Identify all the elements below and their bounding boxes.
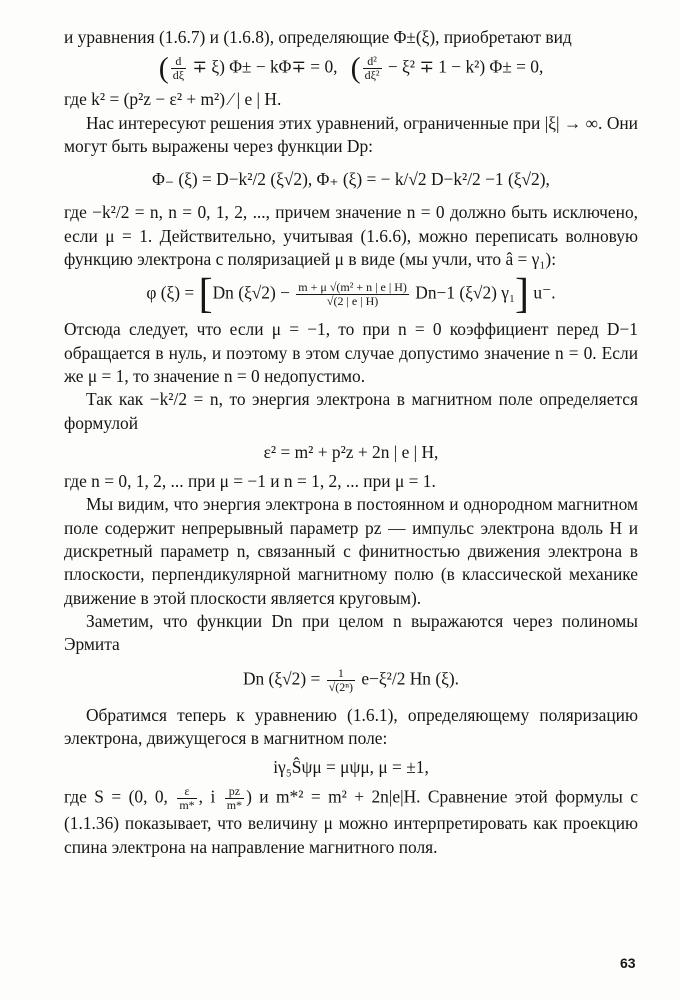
paragraph-2: где k² = (p²z − ε² + m²) ⁄ | e | H. xyxy=(64,89,282,110)
equation-2: Φ₋ (ξ) = D−k²/2 (ξ√2), Φ₊ (ξ) = − k/√2 D−k²/2 −1 (ξ√2), xyxy=(152,169,550,190)
paragraph-1: и уравнения (1.6.7) и (1.6.8), определяющие Φ±(ξ), приобретают вид xyxy=(64,27,572,47)
paragraph-7: где n = 0, 1, 2, ... при μ = −1 и n = 1, 2, ... при μ = 1. xyxy=(64,471,436,492)
fraction-eq5: $\frac{1}{\text{√(2ⁿ)}}$ xyxy=(328,665,354,694)
equation-5: Dn (ξ√2) = $\frac{1}{\text{√(2ⁿ)}}$ e−ξ²/2 Hn (ξ). xyxy=(242,665,460,694)
equation-1b: − ξ² ∓ 1 − k²) Φ± = 0, xyxy=(387,56,544,77)
paragraph-11: где S = (0, 0, $\frac{\varepsilon}{m*}$ , i $\frac{pz}{m*}$ ) и m*² = m² + 2n|e|H. Сравнение этой формулы с (1.1.36) показывает, что величину μ можно интерпретировать как проекцию спина электрона на направление магнитного поля. xyxy=(64,784,638,857)
equation-6: iγ₅Ŝψμ = μψμ, μ = ±1, xyxy=(273,757,429,778)
equation-1a: ∓ ξ) Φ± − kΦ∓ = 0, xyxy=(192,56,338,77)
equation-1: ( $\frac{d}{d\xi}$ ∓ ξ) Φ± − kΦ∓ = 0, ( $\frac{\text{d²}}{\text{dξ²}}$ − ξ² ∓ 1 − k²) Φ± = 0, xyxy=(158,51,544,85)
paragraph-9: Заметим, что функции Dn при целом n выражаются через полиномы Эрмита xyxy=(64,610,638,655)
paragraph-4: где −k²/2 = n, n = 0, 1, 2, ..., причем значение n = 0 должно быть исключено, если μ = 1. Действительно, учитывая (1.6.6), можно переписать волновую функцию электрона с поляризацией μ в виде (мы учли, что â = γ₁): xyxy=(64,202,638,270)
fraction-d: $\frac{d}{d\xi}$ xyxy=(172,54,185,83)
fraction-eq3: $\frac{\text{m + μ √(m² + n | e | H)}}{√(2 | e | H)}$ xyxy=(298,280,407,309)
paragraph-8: Мы видим, что энергия электрона в постоянном и однородном магнитном поле содержит непрерывный параметр pz — импульс электрона вдоль H и дискретный параметр n, связанный с финитностью движения электрона в плоскости, перпендикулярной магнитному полю (в классической механике движение в этой плоскости является круговым). xyxy=(64,494,638,608)
page-number: 63 xyxy=(620,955,636,971)
paragraph-10: Обратимся теперь к уравнению (1.6.1), определяющему поляризацию электрона, движущегося в магнитном поле: xyxy=(64,704,638,748)
paragraph-5: Отсюда следует, что если μ = −1, то при n = 0 коэффициент перед D−1 обращается в нуль, и поэтому в этом случае допустимо значение n = 0. Если же μ = 1, то значение n = 0 недопустимо. xyxy=(64,319,638,386)
equation-4: ε² = m² + p²z + 2n | e | H, xyxy=(263,441,439,462)
equation-3: φ (ξ) = [Dn (ξ√2) − $\frac{\text{m + μ √(m² + n | e | H)}}{√(2 | e | H)}$ Dn−1 (ξ√2) γ₁] u⁻. xyxy=(146,271,556,318)
fraction-d2: $\frac{\text{d²}}{\text{dξ²}}$ xyxy=(364,54,380,83)
paragraph-6: Так как −k²/2 = n, то энергия электрона в магнитном поле определяется формулой xyxy=(64,389,638,433)
paragraph-3: Нас интересуют решения этих уравнений, ограниченные при |ξ| → ∞. Они могут быть выражены через функции Dp: xyxy=(64,112,638,156)
page-body xyxy=(64,26,638,859)
